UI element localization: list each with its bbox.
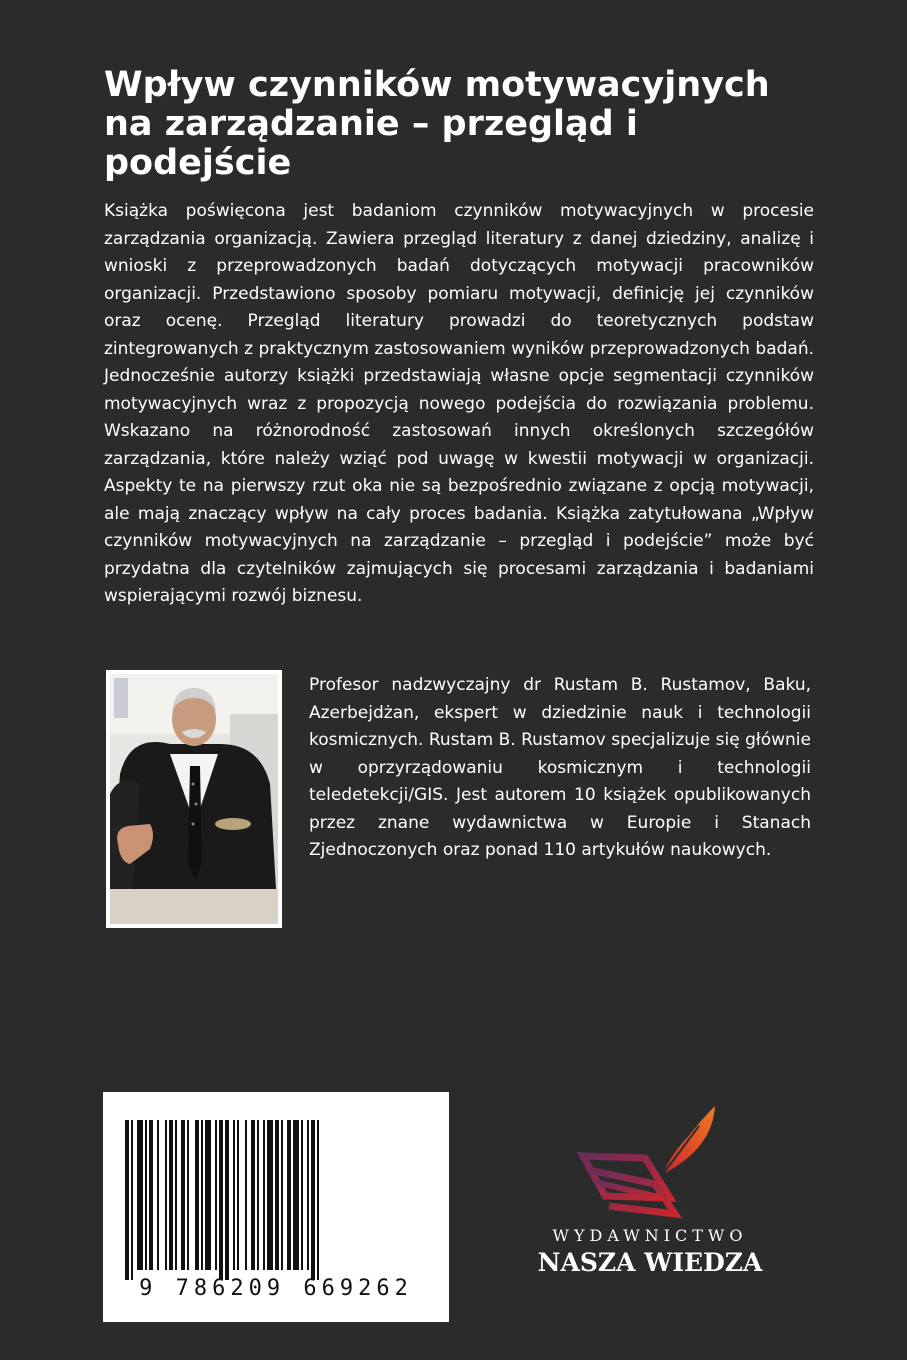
barcode-bar (149, 1120, 153, 1270)
barcode-bar (157, 1120, 159, 1270)
barcode-bar (263, 1120, 265, 1270)
barcode-bar (281, 1120, 283, 1270)
barcode-bar (251, 1120, 255, 1270)
barcode-bar (169, 1120, 173, 1270)
barcode-bar (195, 1120, 199, 1270)
barcode-bar (301, 1120, 303, 1270)
barcode-bar (311, 1120, 315, 1280)
barcode-bar (225, 1120, 229, 1280)
barcode-bar (125, 1120, 129, 1280)
barcode-bar (317, 1120, 319, 1280)
barcode-bar (137, 1120, 143, 1270)
barcode-bar (233, 1120, 235, 1270)
author-photo (106, 670, 282, 928)
barcode-bar (257, 1120, 259, 1270)
books-quill-icon (575, 1098, 725, 1223)
publisher-logo (520, 1098, 780, 1298)
publisher-name-top: WYDAWNICTWO (552, 1226, 748, 1245)
barcode-bar (215, 1120, 217, 1270)
barcode-bar (293, 1120, 299, 1270)
barcode-digits: 9 786209 669262 (139, 1276, 413, 1301)
barcode-bar (187, 1120, 189, 1270)
book-description: Książka poświęcona jest badaniom czynników motywacyjnych w procesie zarządzania organizacją. Zawiera przegląd literatury z danej dziedziny, analizę i wnioski z przeprowadzonych badań dotyczących motywacji pracowników organizacji. Przedstawiono sposoby pomiaru motywacji, definicję jej czynników oraz ocenę. Przegląd literatury prowadzi do teoretycznych podstaw zintegrowanych z praktycznym zastosowaniem wyników przeprowadzonych badań. Jednocześnie autorzy książki przedstawiają własne opcje segmentacji czynników motywacyjnych wraz z propozycją nowego podejścia do rozwiązania problemu. Wskazano na różnorodność zastosowań innych określonych szczegółów zarządzania, które należy wziąć pod uwagę w kwestii motywacji w organizacji. Aspekty te na pierwszy rzut oka nie są bezpośrednio związane z opcją motywacji, ale mają znaczący wpływ na cały proces badania. Książka zatytułowana „Wpływ czynników motywacyjnych na zarządzanie – przegląd i podejście” może być przydatna dla czytelników zajmujących się procesami zarządzania i badaniami wspierającymi rozwój biznesu. (104, 201, 814, 606)
barcode-bar (237, 1120, 239, 1270)
barcode-bar (267, 1120, 273, 1270)
barcode-bar (245, 1120, 247, 1270)
book-title: Wpływ czynników motywacyjnych na zarządzanie – przegląd i podejście (104, 65, 770, 183)
barcode-bar (219, 1120, 223, 1280)
barcode-bar (201, 1120, 203, 1270)
barcode-bar (165, 1120, 167, 1270)
barcode-bar (275, 1120, 279, 1270)
barcode-bar (145, 1120, 147, 1270)
author-bio: Profesor nadzwyczajny dr Rustam B. Rustamov, Baku, Azerbejdżan, ekspert w dziedzinie nauk i technologii kosmicznych. Rustam B. Rustamov specjalizuje się głównie w oprzyrządowaniu kosmicznym i technologii teledetekcji/GIS. Jest autorem 10 książek opublikowanych przez znane wydawnictwa w Europie i Stanach Zjednoczonych oraz ponad 110 artykułów naukowych. (309, 675, 811, 860)
publisher-name-bottom: NASZA WIEDZA (537, 1248, 763, 1277)
barcode-bar (131, 1120, 133, 1280)
barcode-bar (205, 1120, 211, 1270)
barcode-bar (181, 1120, 185, 1270)
author-portrait-image (110, 674, 278, 924)
barcode-bar (307, 1120, 309, 1270)
barcode-bar (175, 1120, 177, 1270)
barcode-bar (287, 1120, 291, 1270)
barcode (103, 1092, 449, 1322)
